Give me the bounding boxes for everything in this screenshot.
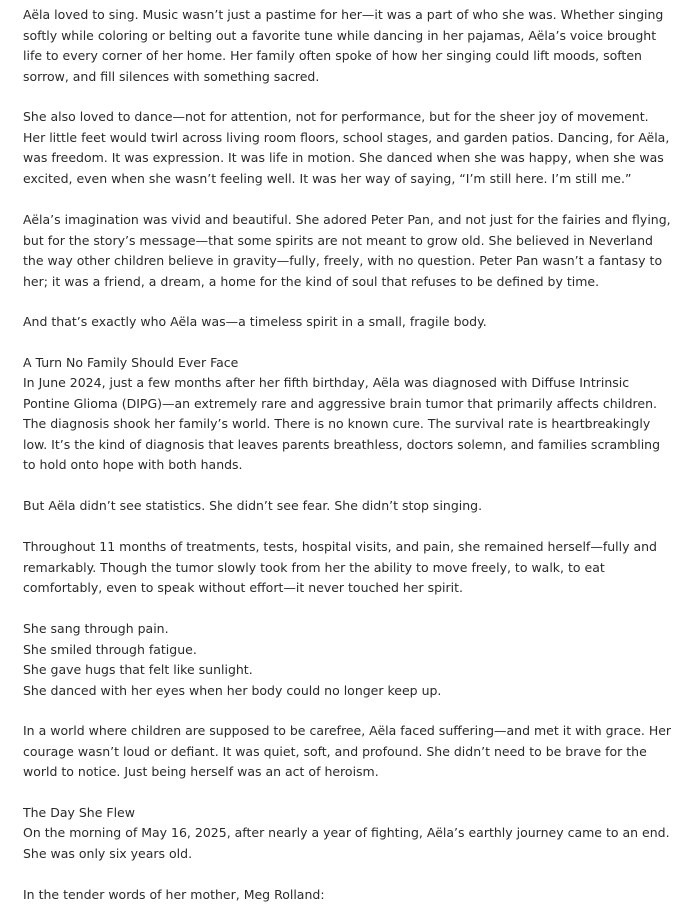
paragraph-mother-words: In the tender words of her mother, Meg Rolland: [23,887,325,902]
paragraph-timeless-spirit: And that’s exactly who Aëla was—a timeless spirit in a small, fragile body. [23,314,487,329]
line-smiled: She smiled through fatigue. [23,642,197,657]
line-sang: She sang through pain. [23,621,169,636]
paragraph-may-16: On the morning of May 16, 2025, after nearly a year of fighting, Aëla’s earthly journey came to an end. She was only six years old. [23,825,670,861]
section-heading-turn: A Turn No Family Should Ever Face [23,355,239,370]
line-danced: She danced with her eyes when her body could no longer keep up. [23,683,442,698]
section-heading-flew: The Day She Flew [23,805,135,820]
paragraph-diagnosis: In June 2024, just a few months after her fifth birthday, Aëla was diagnosed with Diffuse Intrinsic Pontine Glioma (DIPG)—an extremely rare and aggressive brain tumor that primarily affects children. The diagnosis shook her family’s world. There is no known cure. The survival rate is heartbreakingly low. It’s the kind of diagnosis that leaves parents breathless, doctors solemn, and families scrambling to hold onto hope with both hands. [23,375,661,472]
paragraph-statistics: But Aëla didn’t see statistics. She didn’t see fear. She didn’t stop singing. [23,498,483,513]
paragraph-dancing: She also loved to dance—not for attention, not for performance, but for the sheer joy of movement. Her little feet would twirl across living room floors, school stages, and garden patios. Dancing, for Aëla, was freedom. It was expression. It was life in motion. She danced when she was happy, when she was excited, even when she wasn’t feeling well. It was her way of saying, “I’m still here. I’m still me.” [23,109,670,186]
paragraph-imagination: Aëla’s imagination was vivid and beautiful. She adored Peter Pan, and not just for the fairies and flying, but for the story’s message—that some spirits are not meant to grow old. She believed in Neverland the way other children believe in gravity—fully, freely, with no question. Peter Pan wasn’t a fantasy to her; it was a friend, a dream, a home for the kind of soul that refuses to be defined by time. [23,212,671,289]
line-hugs: She gave hugs that felt like sunlight. [23,662,253,677]
paragraph-courage: In a world where children are supposed to be carefree, Aëla faced suffering—and met it with grace. Her courage wasn’t loud or defiant. It was quiet, soft, and profound. She didn’t need to be brave for the world to notice. Just being herself was an act of heroism. [23,723,672,779]
paragraph-singing: Aëla loved to sing. Music wasn’t just a pastime for her—it was a part of who she was. Whether singing softly while coloring or belting out a favorite tune while dancing in her pajamas, Aëla’s voice brought life to every corner of her home. Her family often spoke of how her singing could lift moods, soften sorrow, and fill silences with something sacred. [23,7,664,84]
paragraph-treatments: Throughout 11 months of treatments, tests, hospital visits, and pain, she remained herself—fully and remarkably. Though the tumor slowly took from her the ability to move freely, to walk, to eat comfortably, even to speak without effort—it never touched her spirit. [23,539,657,595]
